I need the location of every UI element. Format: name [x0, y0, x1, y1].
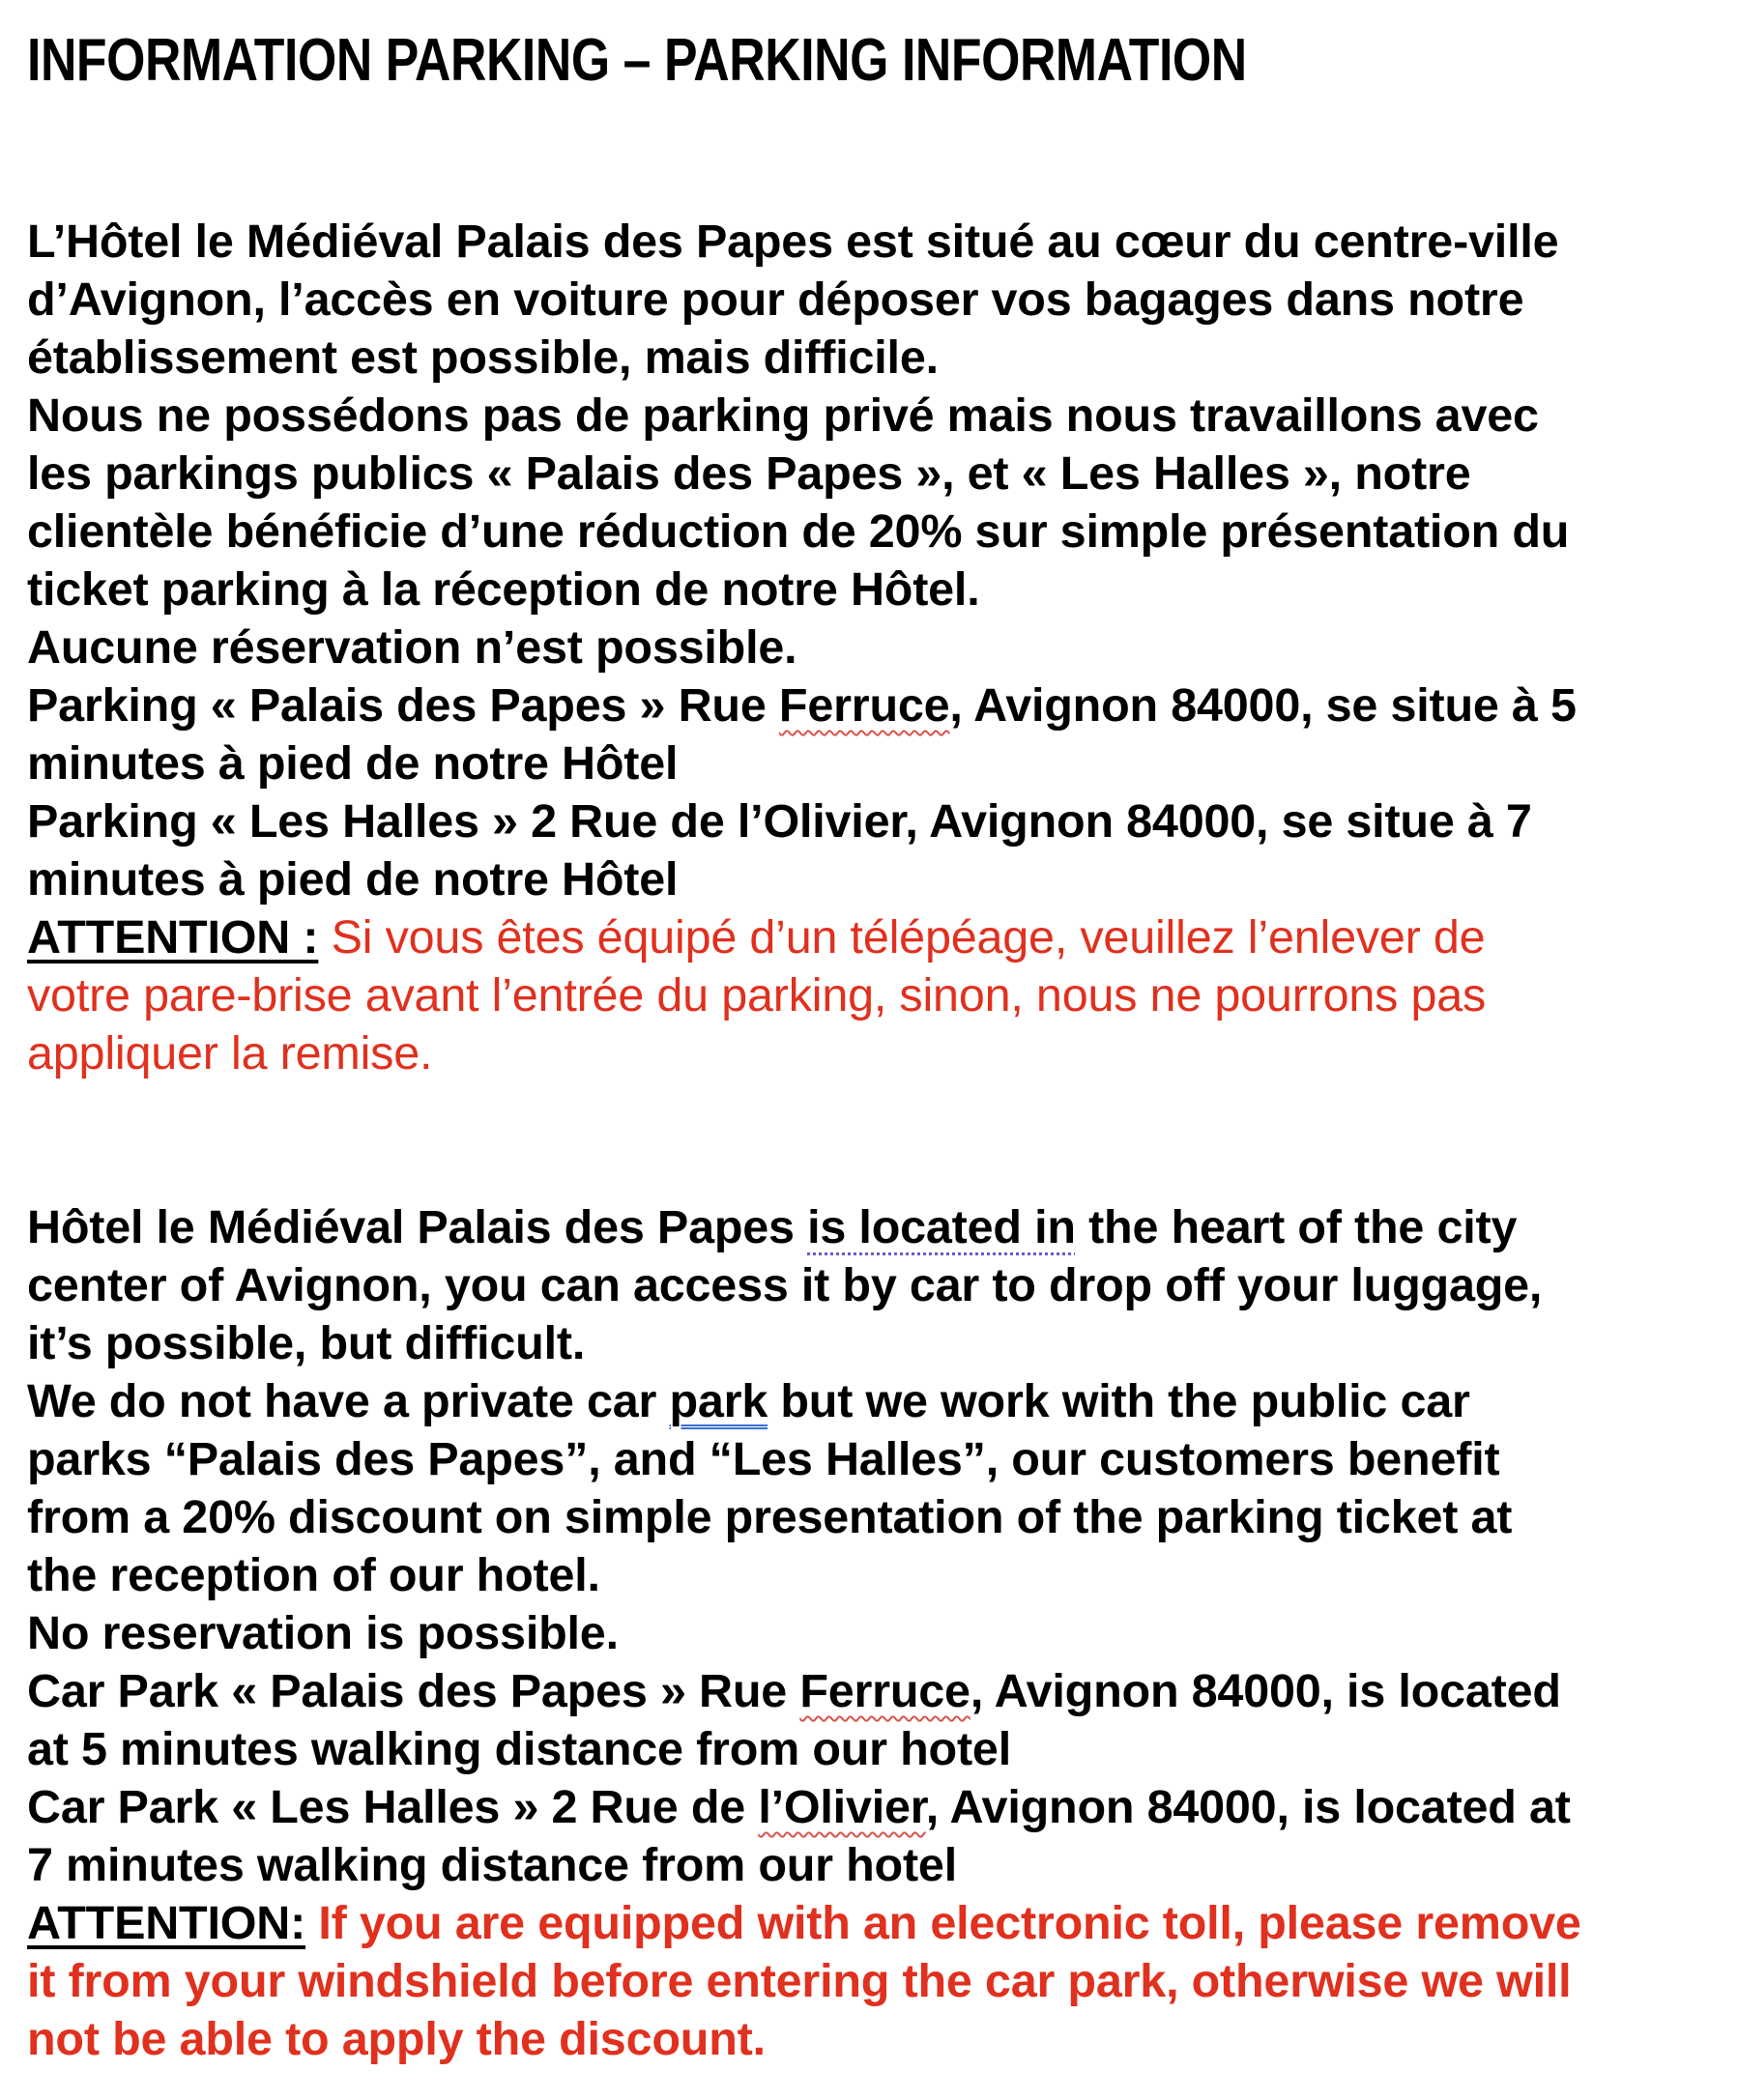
- fr-attention-text: appliquer la remise.: [27, 1027, 433, 1079]
- en-attention-text: it from your windshield before entering the car park, otherwise we will: [27, 1955, 1572, 2007]
- grammar-flagged-word[interactable]: park: [669, 1375, 768, 1427]
- fr-attention-label: ATTENTION :: [27, 911, 319, 964]
- fr-attention-text: Si vous êtes équipé d’un télépéage, veuillez l’enlever de: [318, 911, 1486, 964]
- fr-paragraph-line: clientèle bénéficie d’une réduction de 20% sur simple présentation du: [27, 505, 1570, 558]
- grammar-flagged-phrase[interactable]: is located in: [807, 1201, 1076, 1253]
- en-paragraph-line: [27, 1198, 1728, 1256]
- en-attention-line: [27, 1894, 1728, 1952]
- en-paragraph-line: it’s possible, but difficult.: [27, 1317, 586, 1369]
- en-palais-suffix: , Avignon 84000, is located: [970, 1665, 1561, 1717]
- en-paragraph-line: center of Avignon, you can access it by car to drop off your luggage,: [27, 1259, 1543, 1311]
- english-section: [27, 1198, 1728, 2068]
- fr-paragraph-line: établissement est possible, mais difficile.: [27, 331, 939, 384]
- fr-parking-halles-distance: minutes à pied de notre Hôtel: [27, 853, 679, 906]
- en-line4-prefix: We do not have a private car: [27, 1375, 670, 1427]
- en-no-reservation: No reservation is possible.: [27, 1607, 619, 1659]
- fr-paragraph-line: Nous ne possédons pas de parking privé mais nous travaillons avec: [27, 389, 1539, 442]
- spellcheck-flagged-word[interactable]: l’Olivier: [758, 1781, 926, 1833]
- en-halles-prefix: Car Park « Les Halles » 2 Rue de: [27, 1781, 759, 1833]
- spellcheck-flagged-word[interactable]: Ferruce: [799, 1665, 970, 1717]
- en-halles-suffix: , Avignon 84000, is located at: [925, 1781, 1571, 1833]
- fr-paragraph-line: L’Hôtel le Médiéval Palais des Papes est situé au cœur du centre-ville: [27, 216, 1559, 268]
- en-attention-label: ATTENTION:: [27, 1897, 306, 1949]
- en-car-park-halles-address: [27, 1778, 1728, 1836]
- fr-parking-palais-prefix: Parking « Palais des Papes » Rue: [27, 679, 779, 732]
- fr-attention-line: [27, 908, 1728, 966]
- en-car-park-halles-distance: 7 minutes walking distance from our hotel: [27, 1839, 957, 1891]
- fr-parking-halles-address: Parking « Les Halles » 2 Rue de l’Olivier, Avignon 84000, se situe à 7: [27, 795, 1532, 848]
- en-paragraph-line: parks “Palais des Papes”, and “Les Halles”, our customers benefit: [27, 1433, 1500, 1485]
- fr-paragraph-line: les parkings publics « Palais des Papes », et « Les Halles », notre: [27, 447, 1471, 500]
- spellcheck-flagged-word[interactable]: Ferruce: [778, 679, 950, 732]
- en-paragraph-line: from a 20% discount on simple presentation of the parking ticket at: [27, 1491, 1513, 1543]
- en-car-park-palais-address: [27, 1662, 1728, 1720]
- en-line4-suffix: but we work with the public car: [768, 1375, 1470, 1427]
- fr-parking-palais-distance: minutes à pied de notre Hôtel: [27, 737, 679, 790]
- en-line1-suffix: the heart of the city: [1075, 1201, 1518, 1253]
- en-paragraph-line: the reception of our hotel.: [27, 1549, 600, 1601]
- fr-parking-palais-address: [27, 676, 1728, 734]
- en-attention-text: not be able to apply the discount.: [27, 2013, 766, 2065]
- fr-attention-text: votre pare-brise avant l’entrée du parking, sinon, nous ne pourrons pas: [27, 969, 1487, 1021]
- en-paragraph-line: [27, 1372, 1728, 1430]
- fr-paragraph-line: d’Avignon, l’accès en voiture pour déposer vos bagages dans notre: [27, 273, 1524, 326]
- en-line1-prefix: Hôtel le Médiéval Palais des Papes: [27, 1201, 808, 1253]
- page-title: INFORMATION PARKING – PARKING INFORMATION: [27, 27, 1247, 94]
- fr-paragraph-line: ticket parking à la réception de notre Hôtel.: [27, 563, 980, 616]
- en-car-park-palais-distance: at 5 minutes walking distance from our hotel: [27, 1723, 1011, 1775]
- french-section: [27, 213, 1728, 1082]
- fr-no-reservation: Aucune réservation n’est possible.: [27, 621, 797, 674]
- en-attention-text: If you are equipped with an electronic toll, please remove: [305, 1897, 1581, 1949]
- en-palais-prefix: Car Park « Palais des Papes » Rue: [27, 1665, 800, 1717]
- fr-parking-palais-suffix: , Avignon 84000, se situe à 5: [949, 679, 1577, 732]
